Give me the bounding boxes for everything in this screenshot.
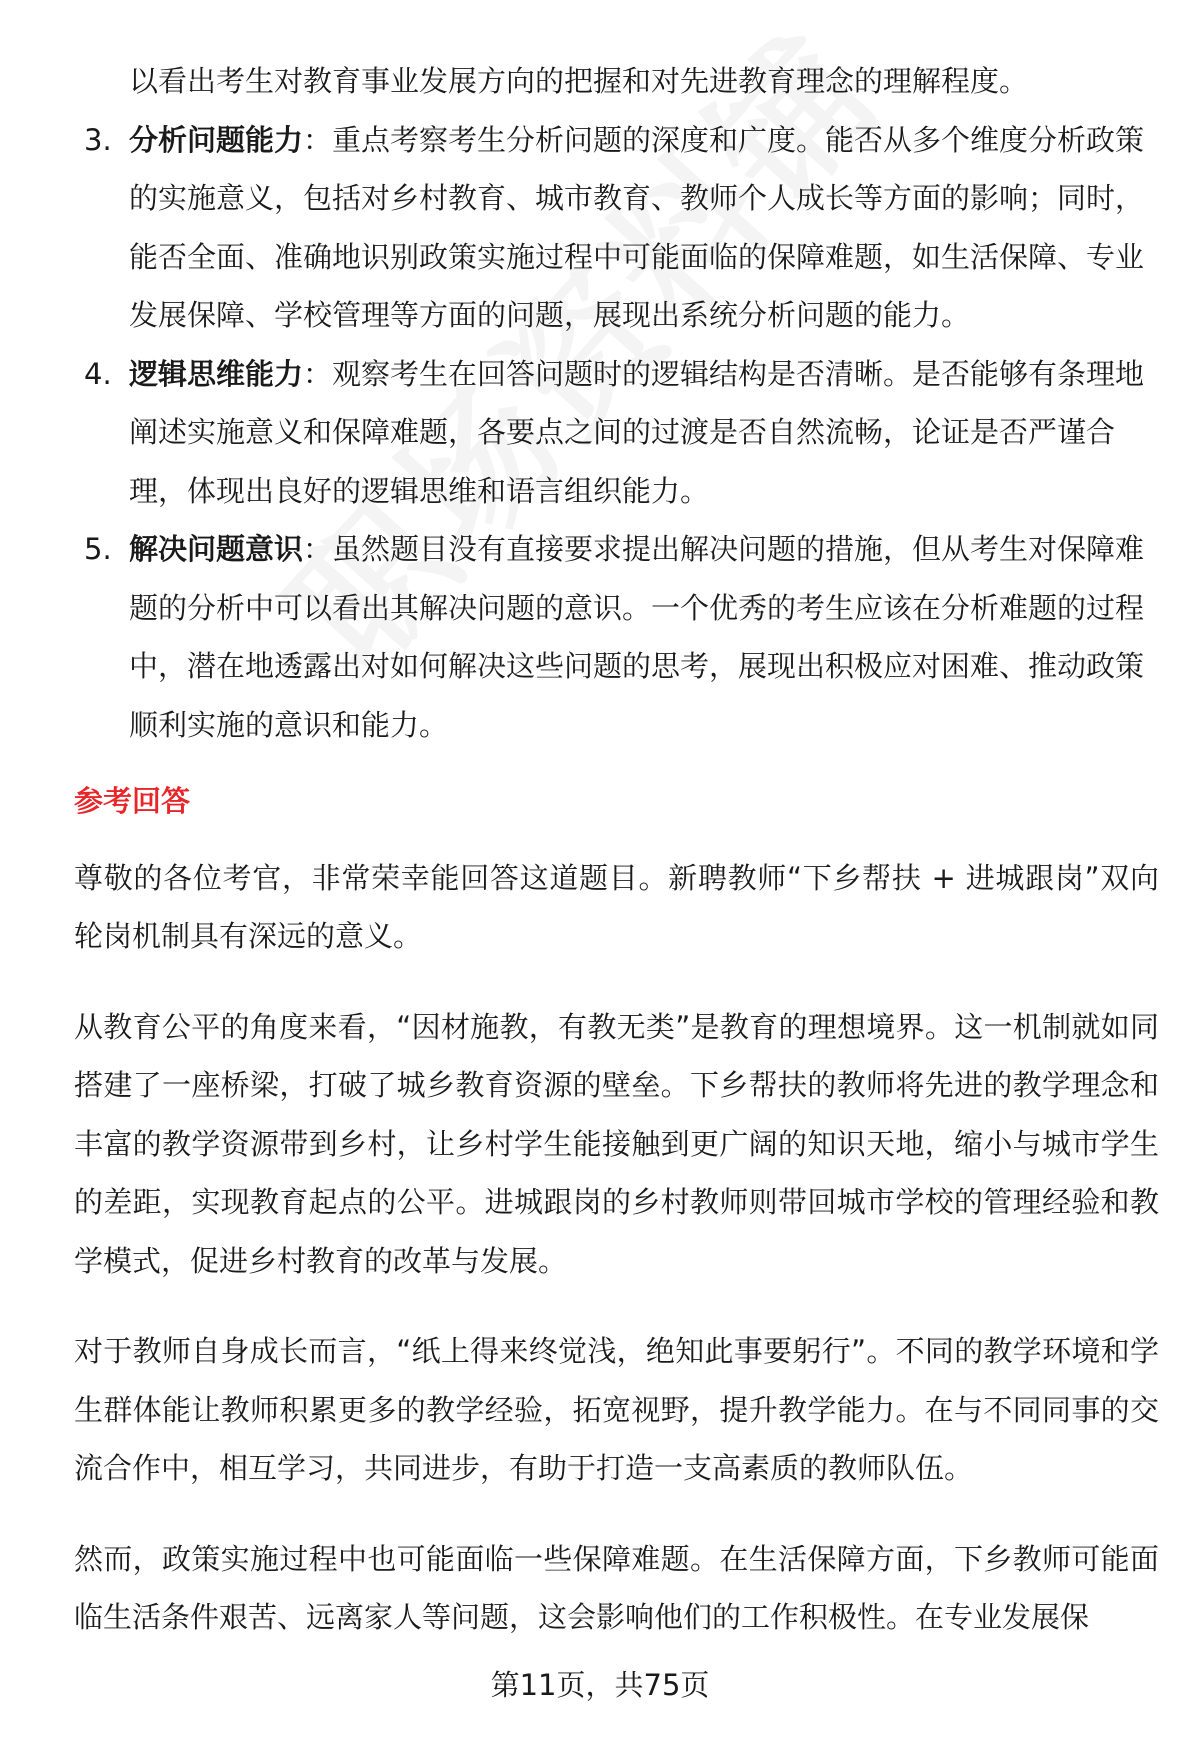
- paragraph: 从教育公平的角度来看，“因材施教，有教无类”是教育的理想境界。这一机制就如同搭建了一座桥梁，打破了城乡教育资源的壁垒。下乡帮扶的教师将先进的教学理念和丰富的教学资源带到乡村，让乡村学生能接触到更广阔的知识天地，缩小与城市学生的差距，实现教育起点的公平。进城跟岗的乡村教师则带回城市学校的管理经验和教学模式，促进乡村教育的改革与发展。: [74, 1009, 1159, 1278]
- paragraph: 尊敬的各位考官，非常荣幸能回答这道题目。新聘教师“下乡帮扶 + 进城跟岗”双向轮岗机制具有深远的意义。: [74, 860, 1159, 953]
- criteria-item: [74, 111, 1159, 345]
- criteria-item: [74, 345, 1159, 521]
- item-term: 解决问题意识: [129, 532, 304, 566]
- page-number-footer: 第11页，共75页: [490, 1668, 710, 1702]
- item-text: ：重点考察考生分析问题的深度和广度。能否从多个维度分析政策的实施意义，包括对乡村教育、城市教育、教师个人成长等方面的影响；同时，能否全面、准确地识别政策实施过程中可能面临的保障难题，如生活保障、专业发展保障、学校管理等方面的问题，展现出系统分析问题的能力。: [129, 122, 1145, 332]
- criteria-list: [74, 111, 1154, 755]
- item-number: 5.: [84, 532, 112, 566]
- section-title: 参考回答: [74, 784, 191, 818]
- item-term: 分析问题能力: [129, 122, 304, 157]
- paragraph: 对于教师自身成长而言，“纸上得来终觉浅，绝知此事要躬行”。不同的教学环境和学生群体能让教师积累更多的教学经验，拓宽视野，提升教学能力。在与不同同事的交流合作中，相互学习，共同进步，有助于打造一支高素质的教师队伍。: [74, 1334, 1159, 1485]
- item-text: ：观察考生在回答问题时的逻辑结构是否清晰。是否能够有条理地阐述实施意义和保障难题，各要点之间的过渡是否自然流畅，论证是否严谨合理，体现出良好的逻辑思维和语言组织能力。: [129, 356, 1145, 508]
- item-text: ：虽然题目没有直接要求提出解决问题的措施，但从考生对保障难题的分析中可以看出其解决问题的意识。一个优秀的考生应该在分析难题的过程中，潜在地透露出对如何解决这些问题的思考，展现出积极应对困难、推动政策顺利实施的意识和能力。: [129, 532, 1145, 742]
- continuation-text: 以看出考生对教育事业发展方向的把握和对先进教育理念的理解程度。: [129, 64, 1029, 98]
- item-number: 3.: [84, 122, 112, 157]
- page-content: [74, 52, 1159, 1679]
- item-number: 4.: [84, 356, 112, 391]
- paragraph: 然而，政策实施过程中也可能面临一些保障难题。在生活保障方面，下乡教师可能面临生活条件艰苦、远离家人等问题，这会影响他们的工作积极性。在专业发展保: [74, 1541, 1159, 1634]
- criteria-item: [74, 520, 1159, 754]
- item-term: 逻辑思维能力: [129, 356, 304, 391]
